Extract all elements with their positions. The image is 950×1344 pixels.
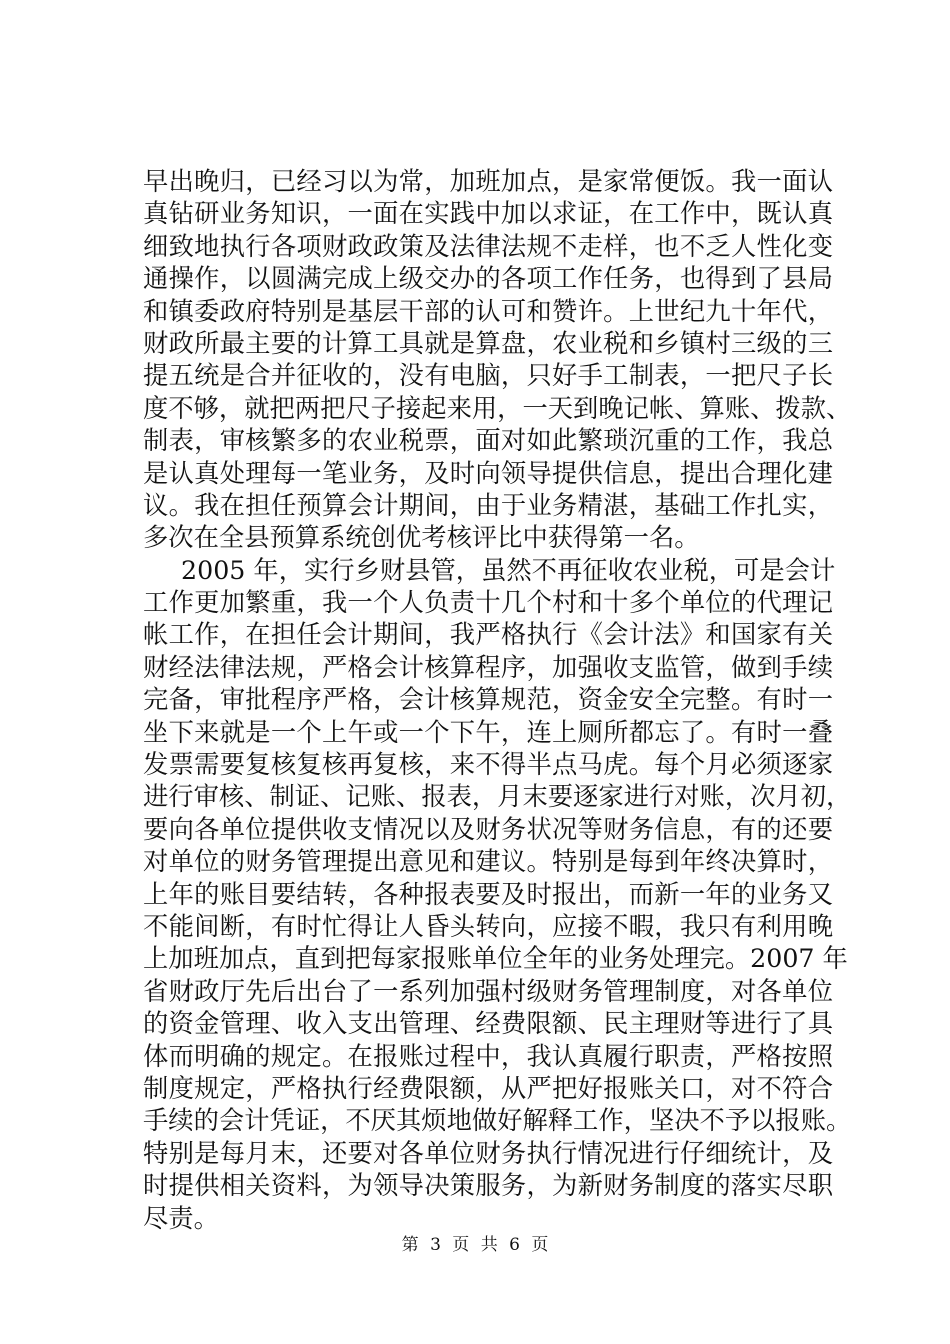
text-line: 省财政厅先后出台了一系列加强村级财务管理制度，对各单位 [143, 976, 833, 1006]
text-line: 要向各单位提供收支情况以及财务状况等财务信息，有的还要 [143, 814, 833, 844]
text-line: 通操作，以圆满完成上级交办的各项工作任务，也得到了县局 [143, 264, 833, 294]
text-line: 完备，审批程序严格，会计核算规范，资金安全完整。有时一 [143, 685, 833, 715]
text-line: 细致地执行各项财政政策及法律法规不走样，也不乏人性化变 [143, 231, 833, 261]
text-line: 工作更加繁重，我一个人负责十几个村和十多个单位的代理记 [143, 588, 833, 618]
text-line: 进行审核、制证、记账、报表，月末要逐家进行对账，次月初， [143, 782, 852, 812]
text-line: 手续的会计凭证，不厌其烦地做好解释工作，坚决不予以报账。 [143, 1106, 852, 1136]
text-line: 上年的账目要结转，各种报表要及时报出，而新一年的业务又 [143, 879, 833, 909]
text-line: 时提供相关资料，为领导决策服务，为新财务制度的落实尽职 [143, 1171, 833, 1201]
text-line: 是认真处理每一笔业务，及时向领导提供信息，提出合理化建 [143, 458, 833, 488]
text-line: 提五统是合并征收的，没有电脑，只好手工制表，一把尺子长 [143, 361, 833, 391]
text-line: 真钻研业务知识，一面在实践中加以求证，在工作中，既认真 [143, 199, 833, 229]
text-line: 特别是每月末，还要对各单位财务执行情况进行仔细统计，及 [143, 1138, 833, 1168]
text-line: 对单位的财务管理提出意见和建议。特别是每到年终决算时， [143, 847, 833, 877]
text-line: 帐工作，在担任会计期间，我严格执行《会计法》和国家有关 [143, 620, 833, 650]
text-line: 财政所最主要的计算工具就是算盘，农业税和乡镇村三级的三 [143, 328, 833, 358]
text-line: 坐下来就是一个上午或一个下午，连上厕所都忘了。有时一叠 [143, 717, 833, 747]
text-line: 的资金管理、收入支出管理、经费限额、民主理财等进行了具 [143, 1009, 833, 1039]
text-line: 不能间断，有时忙得让人昏头转向，应接不暇，我只有利用晚 [143, 911, 833, 941]
text-line: 多次在全县预算系统创优考核评比中获得第一名。 [143, 523, 700, 553]
body-text [143, 166, 852, 1235]
text-line: 财经法律法规，严格会计核算程序，加强收支监管，做到手续 [143, 652, 833, 682]
page-number-footer: 第 3 页 共 6 页 [401, 1235, 549, 1255]
text-line: 制度规定，严格执行经费限额，从严把好报账关口，对不符合 [143, 1073, 833, 1103]
text-line: 尽责。 [143, 1203, 219, 1233]
text-line: 2005 年，实行乡财县管，虽然不再征收农业税，可是会计 [181, 555, 836, 585]
text-line: 体而明确的规定。在报账过程中，我认真履行职责，严格按照 [143, 1041, 833, 1071]
text-line: 和镇委政府特别是基层干部的认可和赞许。上世纪九十年代， [143, 296, 833, 326]
text-line: 议。我在担任预算会计期间，由于业务精湛，基础工作扎实， [143, 490, 833, 520]
text-line: 早出晚归，已经习以为常，加班加点，是家常便饭。我一面认 [143, 167, 833, 196]
text-line: 发票需要复核复核再复核，来不得半点马虎。每个月必须逐家 [143, 750, 833, 780]
text-line: 上加班加点，直到把每家报账单位全年的业务处理完。2007 年 [143, 944, 848, 974]
text-line: 度不够，就把两把尺子接起来用，一天到晚记帐、算账、拨款、 [143, 393, 852, 423]
text-line: 制表，审核繁多的农业税票，面对如此繁琐沉重的工作，我总 [143, 426, 833, 456]
